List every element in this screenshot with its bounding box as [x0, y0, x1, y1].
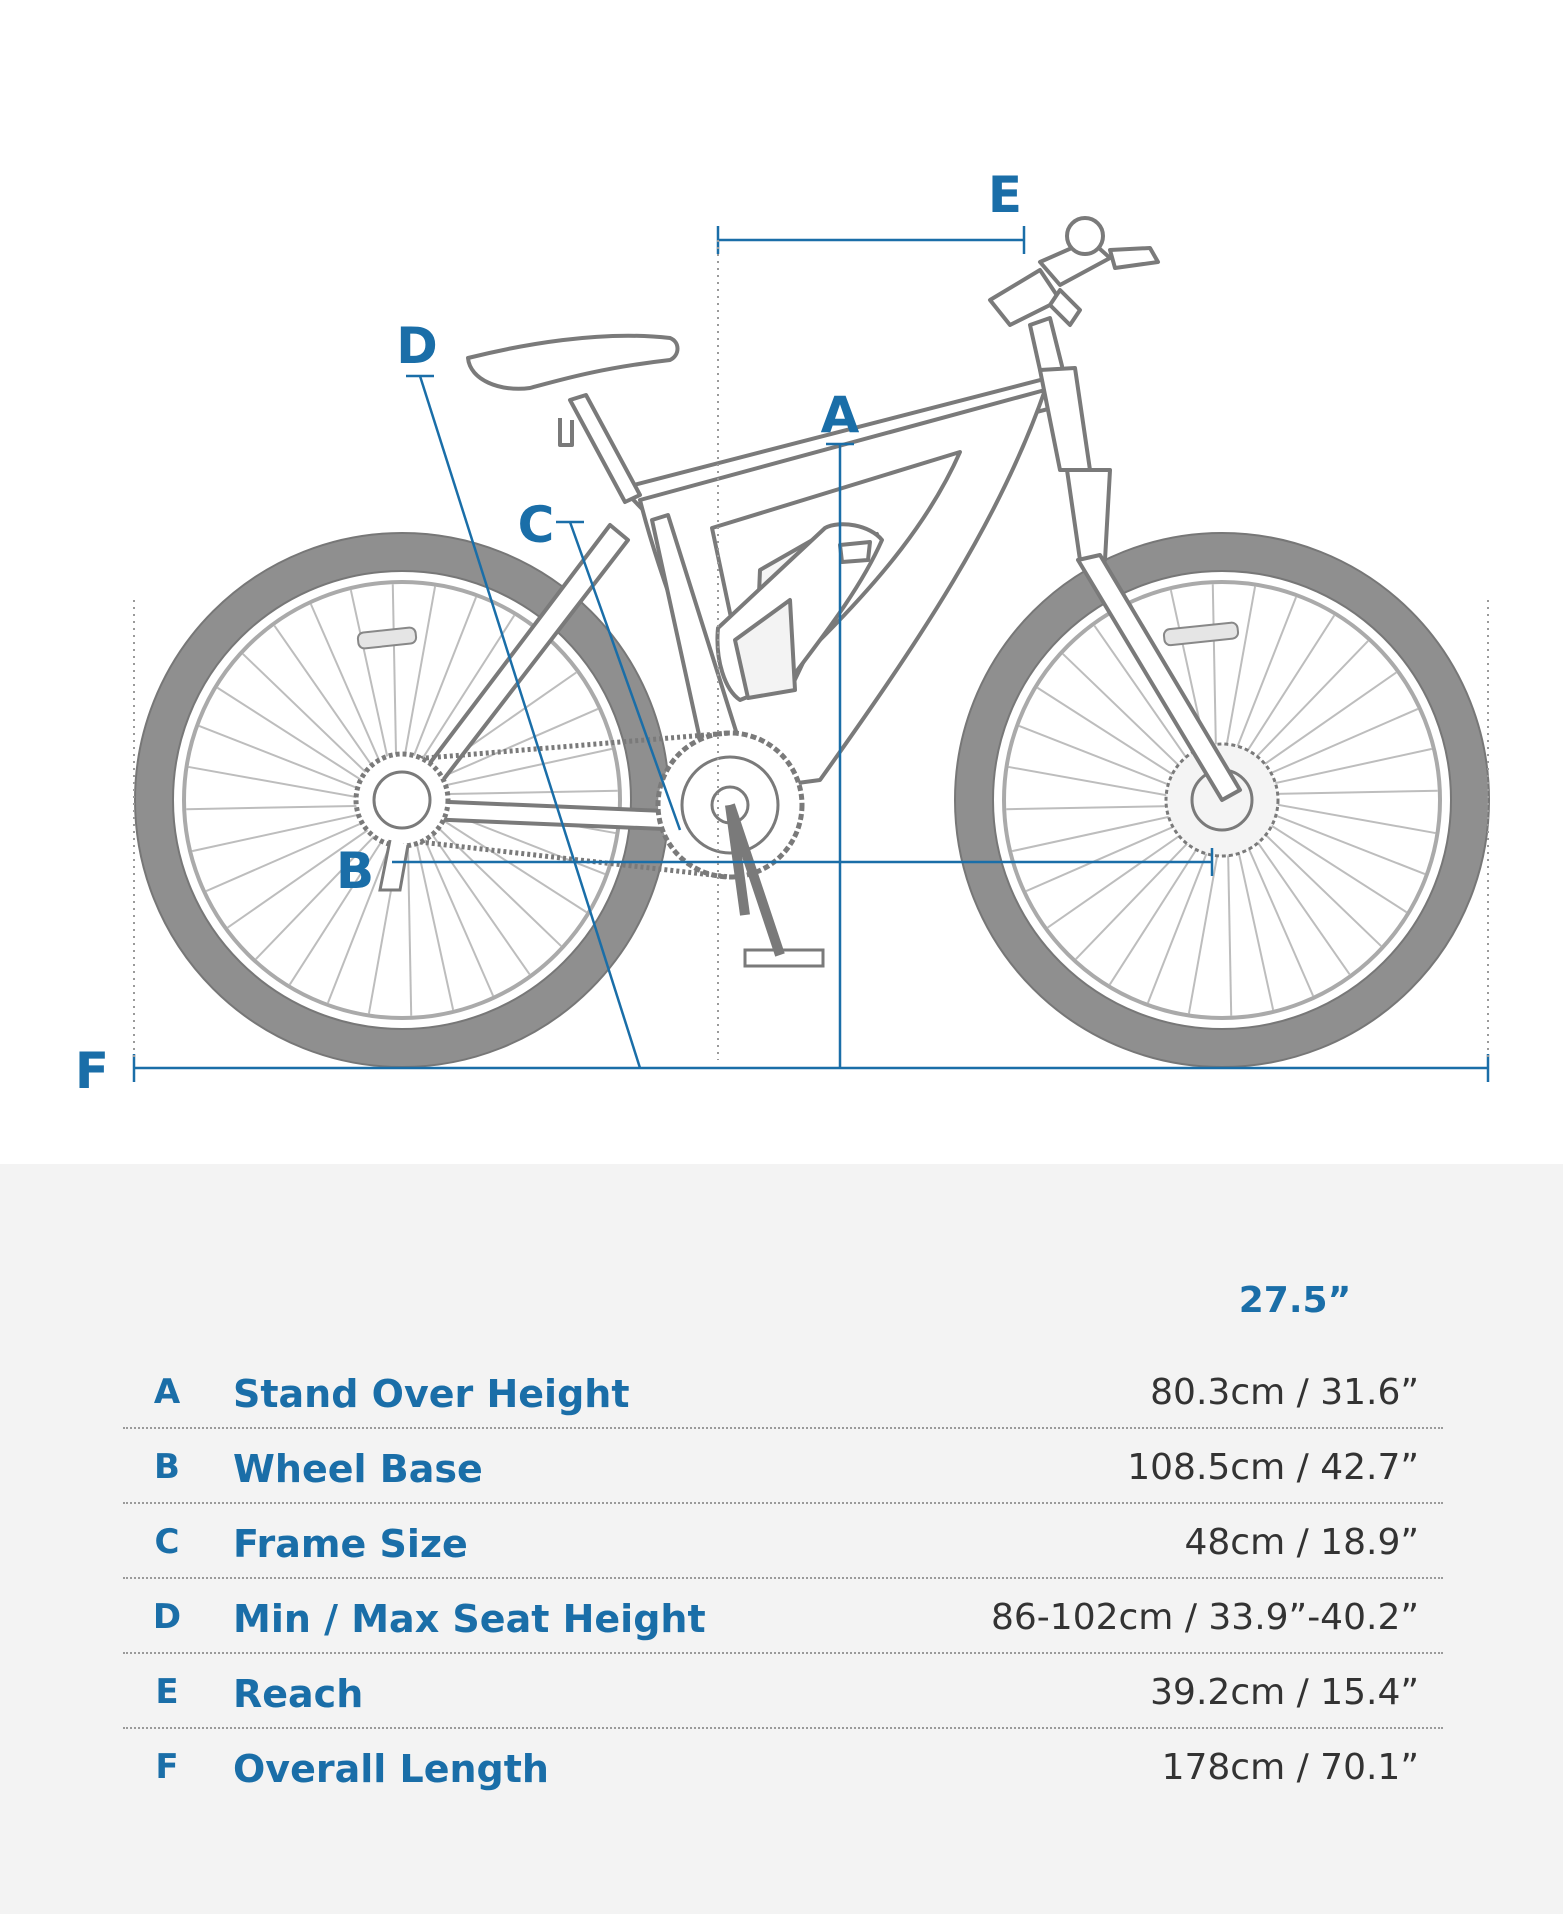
dimension-letter-b: B — [335, 842, 375, 900]
spec-letter: C — [154, 1522, 180, 1562]
dimension-letter-a: A — [820, 386, 860, 444]
spec-label: Overall Length — [233, 1747, 549, 1791]
spec-row — [123, 1729, 1443, 1802]
saddle — [468, 336, 678, 502]
dimension-letter-d: D — [396, 317, 438, 375]
spec-letter: F — [155, 1747, 179, 1787]
handlebar — [990, 218, 1158, 325]
spec-row — [123, 1354, 1443, 1429]
spec-value: 108.5cm / 42.7” — [1127, 1447, 1419, 1488]
spec-row — [123, 1579, 1443, 1654]
spec-row — [123, 1429, 1443, 1504]
spec-label: Min / Max Seat Height — [233, 1597, 706, 1641]
spec-label: Stand Over Height — [233, 1372, 630, 1416]
spec-letter: A — [153, 1372, 181, 1412]
spec-letter: E — [155, 1672, 179, 1712]
spec-row — [123, 1504, 1443, 1579]
spec-table-section — [0, 1164, 1563, 1914]
wheel-size-heading: 27.5” — [1238, 1280, 1352, 1321]
spec-label: Wheel Base — [233, 1447, 483, 1491]
dimension-letter-e: E — [987, 166, 1023, 224]
dimension-letter-c: C — [517, 496, 555, 554]
spec-label: Reach — [233, 1672, 364, 1716]
spec-row — [123, 1654, 1443, 1729]
spec-letter: B — [154, 1447, 180, 1487]
spec-value: 39.2cm / 15.4” — [1150, 1672, 1419, 1713]
spec-value: 86-102cm / 33.9”-40.2” — [991, 1597, 1419, 1638]
spec-label: Frame Size — [233, 1522, 468, 1566]
spec-value: 80.3cm / 31.6” — [1150, 1372, 1419, 1413]
dimension-letter-f: F — [74, 1042, 110, 1100]
spec-value: 178cm / 70.1” — [1161, 1747, 1419, 1788]
spec-value: 48cm / 18.9” — [1184, 1522, 1419, 1563]
spec-letter: D — [152, 1597, 182, 1637]
geometry-spec-table — [123, 1354, 1443, 1802]
